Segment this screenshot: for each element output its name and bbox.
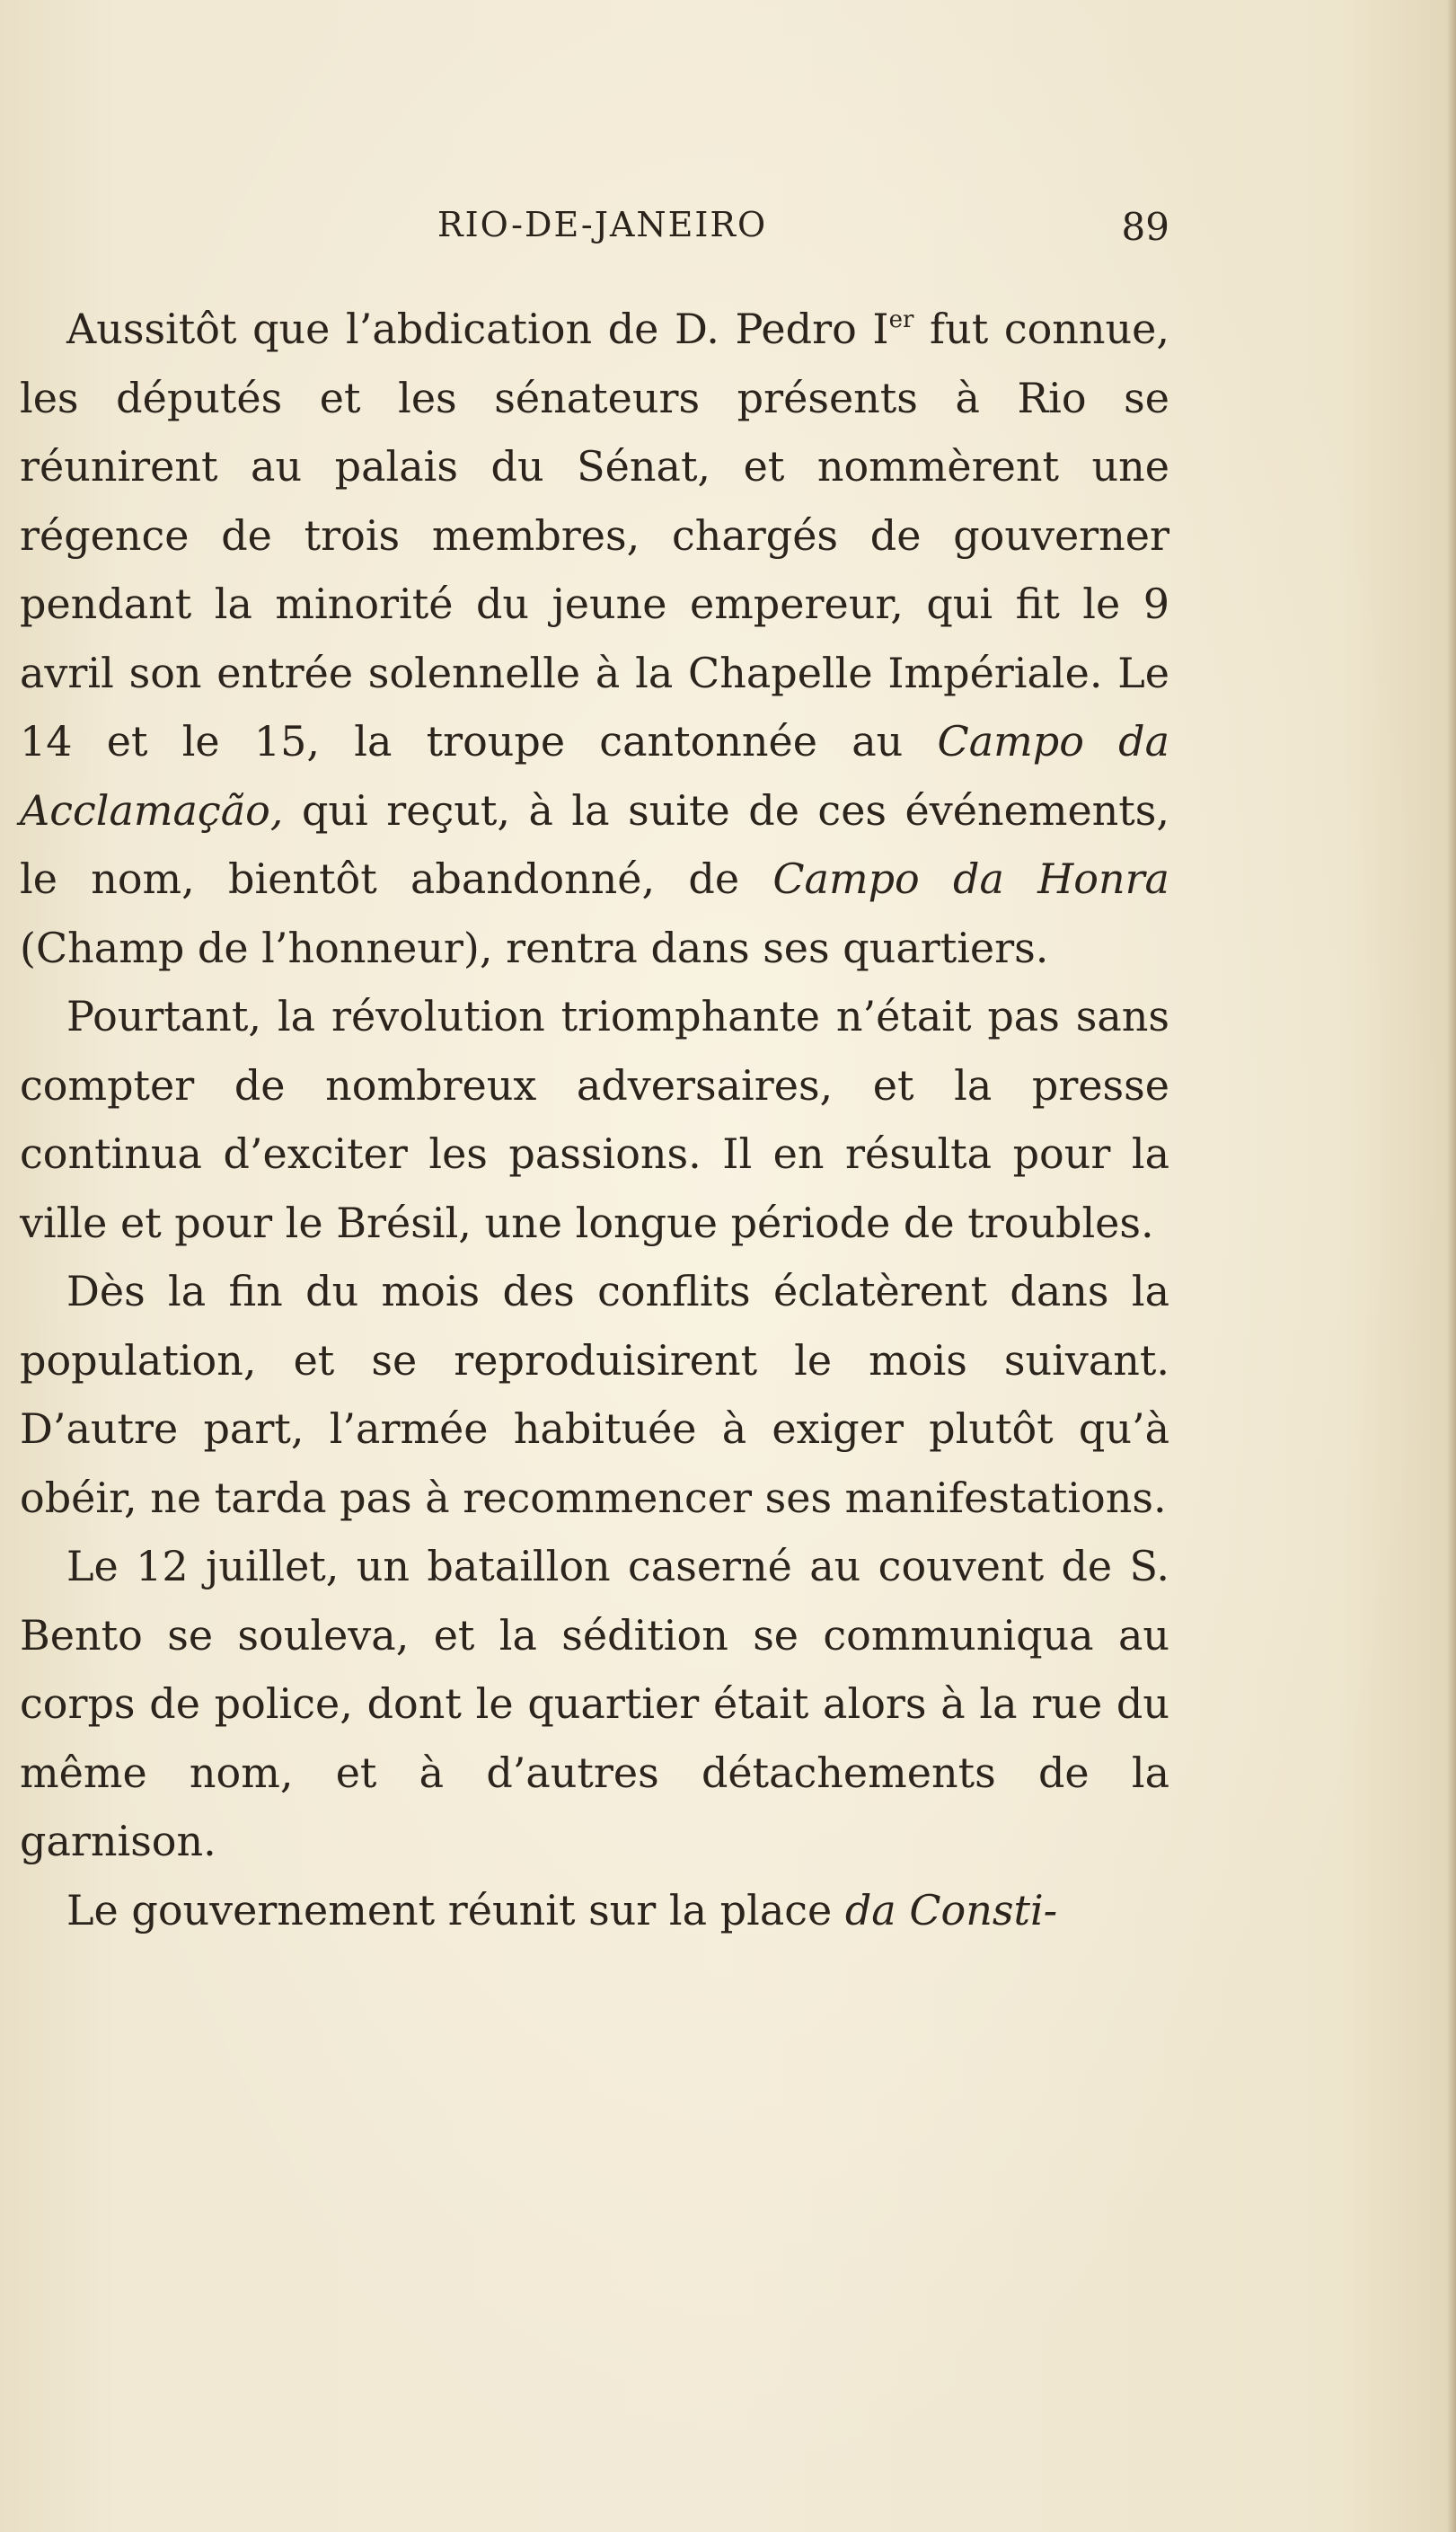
place-name-campo-da-honra: Campo da Honra [772,854,1169,903]
running-title: RIO-DE-JANEIRO [437,205,768,244]
paragraph-2: Pourtant, la révolution triomphante n’était pas sans compter de nombreux adversaires, et la presse continua d’exciter les passions. Il en résulta pour la ville et pour le Brésil, une longue période de troubles. [20,992,1169,1247]
paragraph-1-part-b: fut connue, les députés et les sénateurs présents à Rio se réunirent au palais du Sénat, et nommèrent une régence de trois membres, chargés de gouverner pendant la minorité du jeune empereur, qui fit le 9 avril son entrée solennelle à la Chapelle Impériale. Le 14 et le 15, la troupe cantonnée au [20,305,1169,766]
superscript-er: er [888,306,914,333]
paragraph-1-part-c: qui reçut, à la suite de ces événements, le nom, bientôt abandonné, de [20,785,1169,903]
paragraph-1 [20,295,1169,982]
page-number: 89 [1121,205,1169,249]
running-header [20,205,1169,259]
paragraph-1-part-d: (Champ de l’honneur), rentra dans ses quartiers. [20,923,1049,972]
paragraph-5-part-a: Le gouvernement réunit sur la place [66,1885,845,1934]
place-name-campo-da-acclamacao: Campo da Acclamação, [20,717,1169,835]
paragraph-3: Dès la fin du mois des conflits éclatèrent dans la population, et se reproduisirent le mois suivant. D’autre part, l’armée habituée à exiger plutôt qu’à obéir, ne tarda pas à recommencer ses manifestations. [20,1267,1169,1522]
page-edge-shadow [1447,0,1456,2532]
paragraph-4: Le 12 juillet, un bataillon caserné au couvent de S. Bento se souleva, et la sédition se communiqua au corps de police, dont le quartier était alors à la rue du même nom, et à d’autres détachements de la garnison. [20,1542,1169,1865]
paragraph-5 [20,1876,1169,1945]
place-name-da-consti: da Consti- [844,1885,1058,1934]
body-text [20,295,1169,1944]
paragraph-1-part-a: Aussitôt que l’abdication de D. Pedro I [66,305,889,353]
